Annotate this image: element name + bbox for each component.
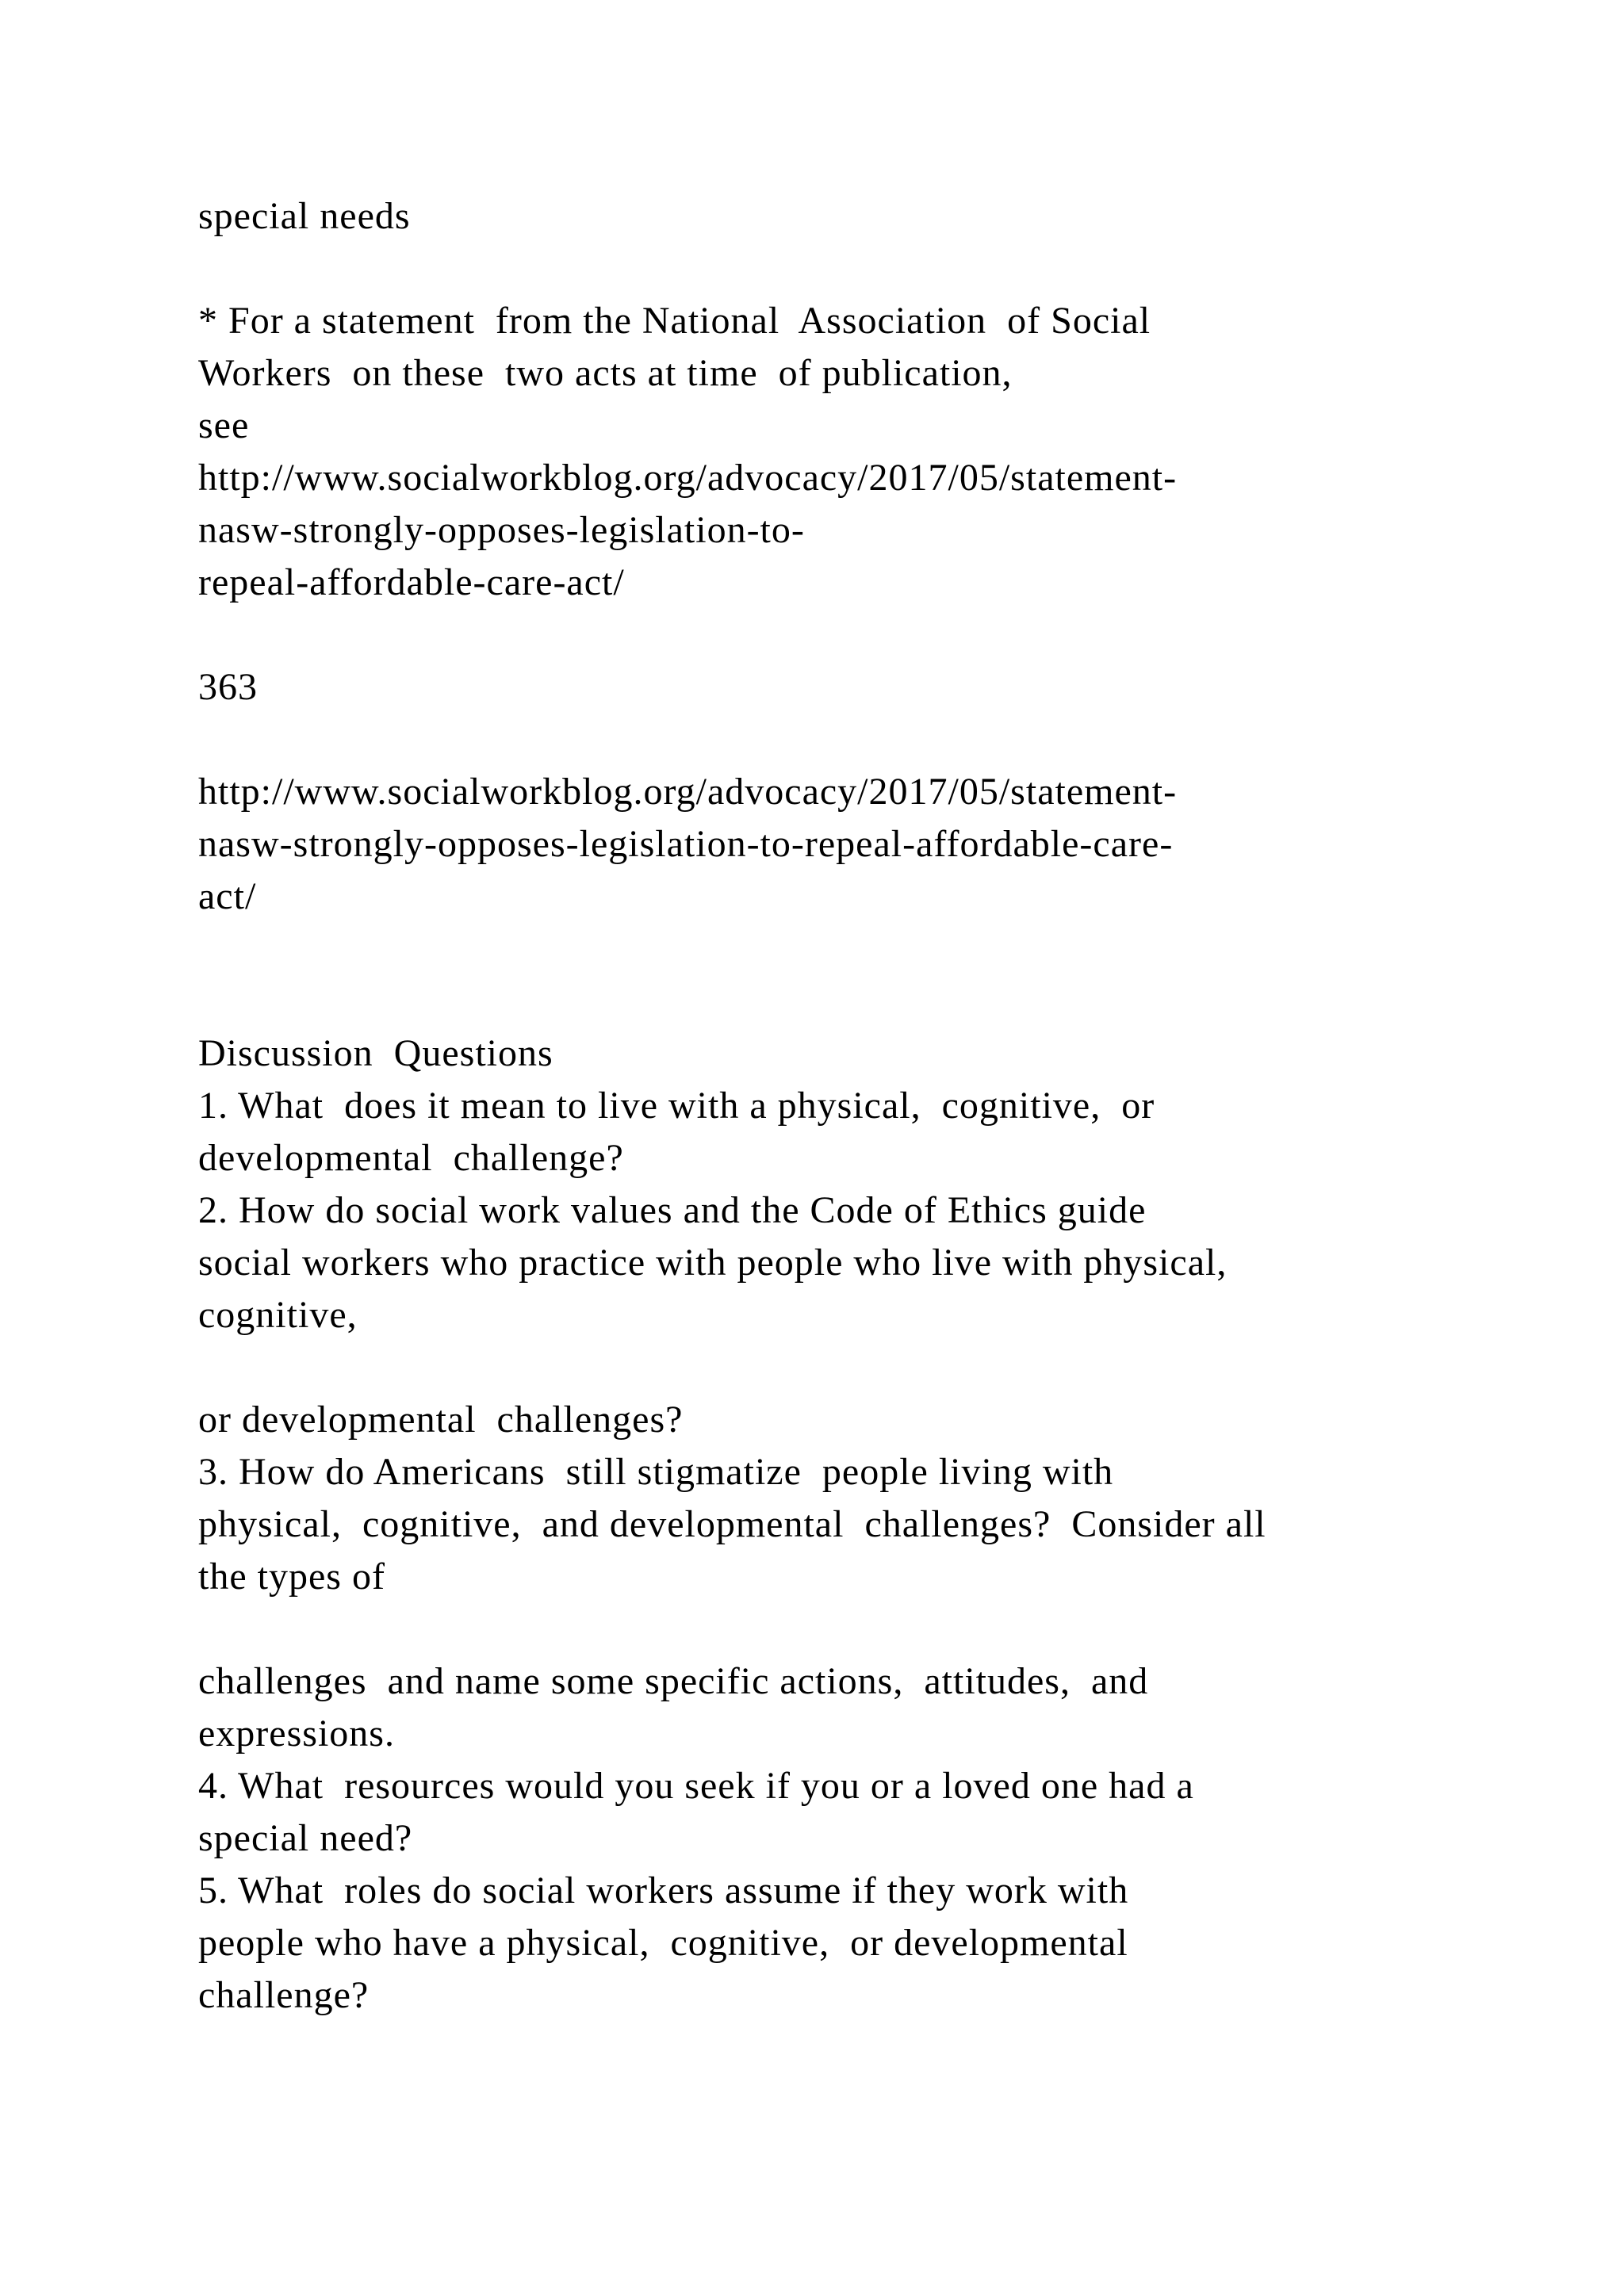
paragraph-gap — [198, 714, 1483, 766]
document-body — [198, 190, 1483, 2022]
footnote-url-line: repeal-affordable-care-act/ — [198, 561, 625, 603]
section-heading: Discussion Questions — [198, 1032, 553, 1074]
question-line: people who have a physical, cognitive, or developmental — [198, 1922, 1128, 1964]
paragraph-gap — [198, 1341, 1483, 1394]
url-line: http://www.socialworkblog.org/advocacy/2017/05/statement- — [198, 771, 1178, 813]
question-line: developmental challenge? — [198, 1137, 624, 1179]
question-line: 3. How do Americans still stigmatize people living with — [198, 1451, 1114, 1493]
url-line: act/ — [198, 875, 257, 917]
question-line: expressions. — [198, 1712, 395, 1755]
section-gap — [198, 923, 1483, 1027]
question-line: physical, cognitive, and developmental challenges? Consider all — [198, 1503, 1266, 1545]
footnote-line: see — [198, 404, 250, 446]
question-line: cognitive, — [198, 1294, 358, 1336]
footnote-line: Workers on these two acts at time of publication, — [198, 352, 1013, 394]
question-line: 4. What resources would you seek if you or a loved one had a — [198, 1765, 1194, 1807]
page-number: 363 — [198, 666, 258, 708]
paragraph-gap — [198, 609, 1483, 661]
footnote-line: * For a statement from the National Association of Social — [198, 300, 1151, 342]
question-line: special need? — [198, 1817, 413, 1859]
question-line: 2. How do social work values and the Code of Ethics guide — [198, 1189, 1147, 1231]
footnote-url-line: http://www.socialworkblog.org/advocacy/2017/05/statement- — [198, 457, 1178, 499]
question-line: 1. What does it mean to live with a physical, cognitive, or — [198, 1085, 1155, 1127]
footnote-url-line: nasw-strongly-opposes-legislation-to- — [198, 509, 805, 551]
question-line: the types of — [198, 1556, 385, 1598]
text-line: special needs — [198, 195, 411, 237]
paragraph-gap — [198, 243, 1483, 295]
paragraph-gap — [198, 1603, 1483, 1655]
question-line: challenge? — [198, 1974, 370, 2016]
question-line: challenges and name some specific actions, attitudes, and — [198, 1660, 1149, 1702]
question-line: 5. What roles do social workers assume if they work with — [198, 1869, 1129, 1911]
url-line: nasw-strongly-opposes-legislation-to-repeal-affordable-care- — [198, 823, 1174, 865]
question-line: or developmental challenges? — [198, 1399, 684, 1441]
question-line: social workers who practice with people who live with physical, — [198, 1242, 1228, 1284]
